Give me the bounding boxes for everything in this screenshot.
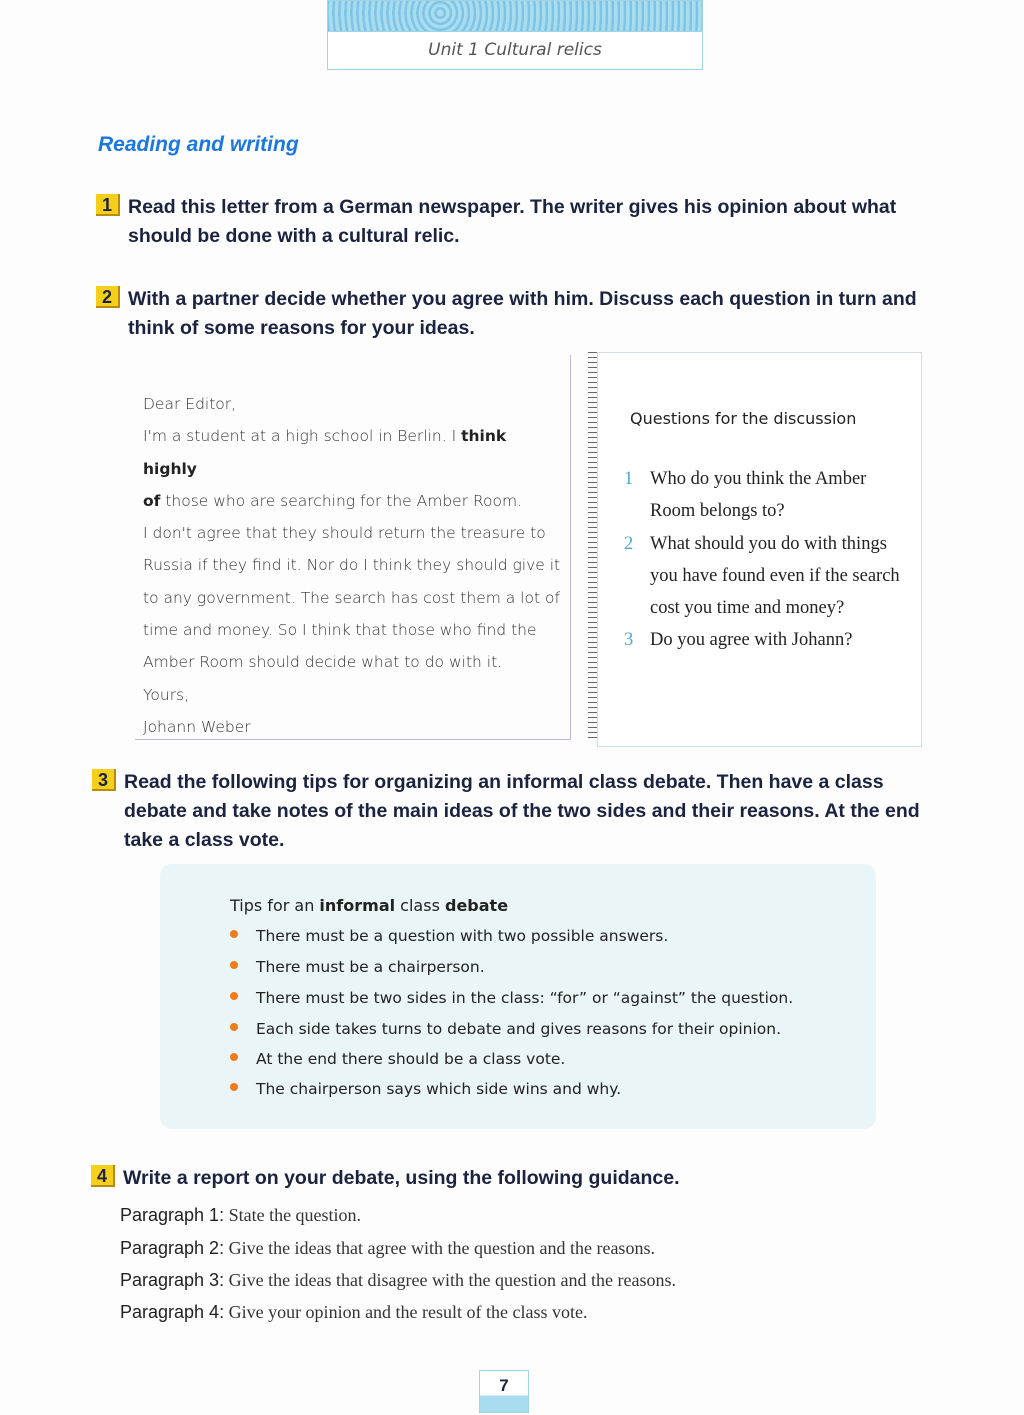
task-number: 1	[96, 194, 120, 216]
task-text: Read the following tips for organizing an informal class debate. Then have a class debate and take notes of the main ideas of the two sides and their reasons. At the end take a class vote.	[124, 771, 920, 851]
letter-signature: Johann Weber	[143, 717, 251, 736]
paragraph-guidance	[120, 1270, 676, 1291]
letter-text: time and money. So I think that those who find the	[143, 621, 537, 640]
header-water-image	[328, 1, 702, 32]
tip-item	[230, 1080, 621, 1098]
task-1	[96, 193, 897, 247]
task-text: Read this letter from a German newspaper. The writer gives his opinion about what should be done with a cultural relic.	[128, 196, 897, 247]
letter-closing: Yours,	[143, 685, 190, 704]
tip-text: There must be a question with two possible answers.	[256, 927, 669, 945]
letter-text: those who are searching for the Amber Room.	[160, 491, 523, 510]
paragraph-label: Paragraph 3:	[120, 1270, 225, 1290]
tip-text: At the end there should be a class vote.	[256, 1050, 566, 1068]
letter-text: I don't agree that they should return the treasure to	[143, 524, 546, 543]
section-title: Reading and writing	[98, 133, 299, 156]
page-number: 7	[479, 1370, 529, 1413]
tips-title-text: debate	[444, 896, 509, 915]
paragraph-guidance	[120, 1238, 655, 1259]
tips-title	[230, 896, 508, 915]
paragraph-text: Give the ideas that agree with the question and the reasons.	[224, 1238, 655, 1258]
paragraph-label: Paragraph 2:	[120, 1238, 225, 1258]
paragraph-text: State the question.	[224, 1205, 362, 1225]
task-4	[91, 1164, 680, 1193]
tip-item	[230, 1050, 565, 1068]
tip-item	[230, 958, 485, 976]
tip-text: There must be two sides in the class: “for” or “against” the question.	[256, 989, 794, 1007]
letter	[143, 388, 563, 743]
tip-text: Each side takes turns to debate and gives reasons for their opinion.	[256, 1020, 782, 1038]
task-text: With a partner decide whether you agree with him. Discuss each question in turn and think of some reasons for your ideas.	[128, 288, 917, 339]
bullet-icon	[230, 992, 238, 1000]
task-text: Write a report on your debate, using the following guidance.	[123, 1167, 680, 1189]
paragraph-guidance	[120, 1302, 588, 1323]
unit-title: Unit 1 Cultural relics	[428, 40, 602, 60]
bullet-icon	[230, 961, 238, 969]
letter-text: I'm a student at a high school in Berlin. I	[143, 427, 462, 446]
question-number: 2	[624, 533, 634, 554]
task-3	[92, 768, 920, 851]
letter-phrase: think highly	[143, 427, 507, 478]
letter-text: to any government. The search has cost them a lot of	[143, 588, 560, 607]
paragraph-label: Paragraph 4:	[120, 1302, 225, 1322]
task-number: 3	[92, 769, 116, 791]
tip-text: The chairperson says which side wins and why.	[256, 1080, 622, 1098]
question-text: Do you agree with Johann?	[650, 630, 853, 651]
questions-box	[597, 352, 922, 747]
question-item	[622, 528, 902, 625]
questions-title: Questions for the discussion	[630, 409, 857, 428]
tip-item	[230, 1020, 781, 1038]
task-number: 2	[96, 286, 120, 308]
tip-item	[230, 989, 793, 1007]
letter-greeting: Dear Editor,	[143, 395, 237, 413]
tips-title-text: informal	[319, 896, 396, 915]
question-item	[622, 463, 902, 528]
bullet-icon	[230, 1053, 238, 1061]
tip-item	[230, 927, 668, 945]
task-2	[96, 285, 917, 339]
paragraph-text: Give your opinion and the result of the class vote.	[224, 1302, 588, 1322]
bullet-icon	[230, 1023, 238, 1031]
task-number: 4	[91, 1165, 115, 1187]
letter-text: Russia if they find it. Nor do I think they should give it	[143, 556, 561, 575]
question-number: 3	[624, 630, 634, 651]
tips-title-text: Tips for an	[230, 896, 320, 915]
paragraph-guidance	[120, 1205, 361, 1226]
questions-list	[622, 463, 902, 657]
question-text: Who do you think the Amber Room belongs to?	[650, 469, 867, 522]
tip-text: There must be a chairperson.	[256, 958, 485, 976]
tips-box	[160, 864, 876, 1129]
letter-phrase: of	[143, 491, 161, 510]
bullet-icon	[230, 930, 238, 938]
question-number: 1	[624, 469, 634, 489]
letter-text: Amber Room should decide what to do with it.	[143, 653, 503, 672]
tips-title-text: class	[395, 896, 445, 915]
unit-header	[327, 0, 703, 70]
question-item	[622, 624, 902, 656]
question-text: What should you do with things you have found even if the search cost you time and money?	[650, 533, 900, 619]
paragraph-text: Give the ideas that disagree with the question and the reasons.	[224, 1270, 676, 1290]
paragraph-label: Paragraph 1:	[120, 1205, 225, 1225]
bullet-icon	[230, 1083, 238, 1091]
